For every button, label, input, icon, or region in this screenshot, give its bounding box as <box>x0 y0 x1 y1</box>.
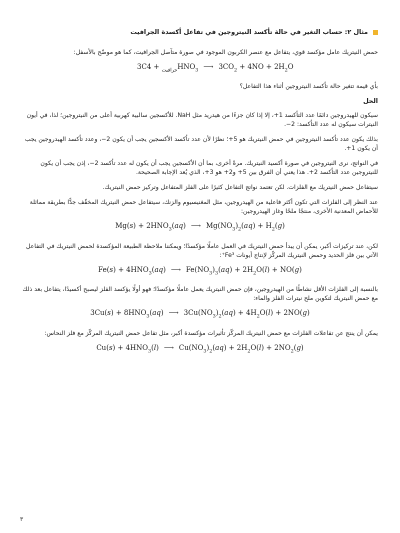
equation-copper-concentrated: $Cu(s) + 4HNO_3(l)$ ⟶ $Cu(NO_3)_2(aq) + 2H_2O(l) + 2NO_2(g)$ <box>96 343 304 354</box>
solution-paragraph-2: بذلك يكون عدد تأكسد النيتروجين في حمض النيتريك هو ‎+5؛ نظرًا لأن عدد تأكسد الأكسجين يجب أن يكون ‎−2، وعدد تأكسد الهيدروجين يجب أن يكون ‎+1. <box>24 136 378 153</box>
equation-graphite-oxidation: 3C $_{جرافيت} + 4HNO_3$ ⟶ $3CO_2 + 4NO + 2H_2O$ <box>137 63 294 74</box>
example-header <box>22 28 378 36</box>
question-text: بأي قيمة تتغير حالة تأكسد النيتروجين أثناء هذا التفاعل؟ <box>239 83 378 91</box>
solution-heading: الحل <box>363 97 378 106</box>
example-title: مثال ٢: حساب التغير في حالة تأكسد النيتروجين في تفاعل أكسدة الجرافيت <box>130 28 368 36</box>
less-active-metals-paragraph: بالنسبة إلى الفلزات الأقل نشاطًا من الهيدروجين، فإن حمض النيتريك يعمل عاملًا مؤكسدًا؛ فهو أولًا يؤكسد الفلز ليصبح أكسيدًا، يتفاعل بعد ذلك مع حمض النيتريك لتكوين ملح نيترات الفلز والماء: <box>22 286 378 303</box>
active-metals-paragraph: عند النظر إلى الفلزات التي تكون أكثر فاعلية من الهيدروجين، مثل المغنيسيوم والزنك، سيتفاعل حمض النيتريك المخفّف جدًّا بطريقة مماثلة للأحماض المعدنية الأخرى، منتجًا ملحًا وغاز الهيدروجين: <box>29 199 378 216</box>
metals-intro-paragraph: سيتفاعل حمض النيتريك مع الفلزات. لكن تعتمد نواتج التفاعل كثيرًا على الفلز المتفاعل وتركيز حمض النيتريك. <box>102 184 378 192</box>
equation-copper-dilute: $3Cu(s) + 8HNO_3(aq)$ ⟶ $3Cu(NO_3)_2(aq) + 4H_2O(l) + 2NO(g)$ <box>90 309 310 320</box>
oxidizing-nature-paragraph: لكن، عند تركيزات أكبر، يمكن أن يبدأ حمض النيتريك في العمل عاملًا مؤكسدًا؛ ويمكننا ملاحظة الطبيعة المؤكسدة لحمض النيتريك في التفاعل الآتي بين فلز الحديد وحمض النيتريك المركّز لإنتاج أيونات Fe³⁺: <box>25 242 378 259</box>
solution-paragraph-1: سيكون للهيدروجين دائمًا عدد التأكسد ‎+1، إلا إذا كان جزءًا من هيدريد مثل NaH. للأكسجين سالبية كهربية أعلى من النيتروجين؛ لذا، في أيون النيترات سيكون له عدد التأكسد: ‎−2. <box>26 112 378 129</box>
square-bullet-icon <box>373 30 378 35</box>
problem-statement: حمض النيتريك عامل مؤكسد قوي، يتفاعل مع عنصر الكربون الموجود في صورة متآصل الجرافيت، كما هو موضّح بالأسفل: <box>73 49 378 56</box>
equation-iron: $Fe(s) + 4HNO_3(aq)$ ⟶ $Fe(NO_3)_3(aq) + 2H_2O(l) + NO(g)$ <box>98 265 302 277</box>
concentrated-acid-paragraph: يمكن أن ينتج عن تفاعلات الفلزات مع حمض النيتريك المركّز تأثيرات مؤكسدة أكبر، مثل تفاعل حمض النيتريك المركّز مع فلز النحاس: <box>44 329 378 337</box>
equation-magnesium: $Mg(s) + 2HNO_3(aq)$ ⟶ $Mg(NO_3)_2(aq) + H_2(g)$ <box>115 222 285 233</box>
page-number: ٣ <box>20 516 24 523</box>
solution-paragraph-3: في النواتج، نرى النيتروجين في صورة أكسيد النيتريك. مرةً أخرى، بما أن الأكسجين يجب أن يكون له عدد تأكسد ‎−2، إذن يجب أن يكون للنيتروجين عدد التأكسد ‎+2. هذا يعني أن الفرق بين ‎+5 و‎+2 هو ‎+3، الذي يُعد الإجابة الصحيحة. <box>40 160 378 177</box>
